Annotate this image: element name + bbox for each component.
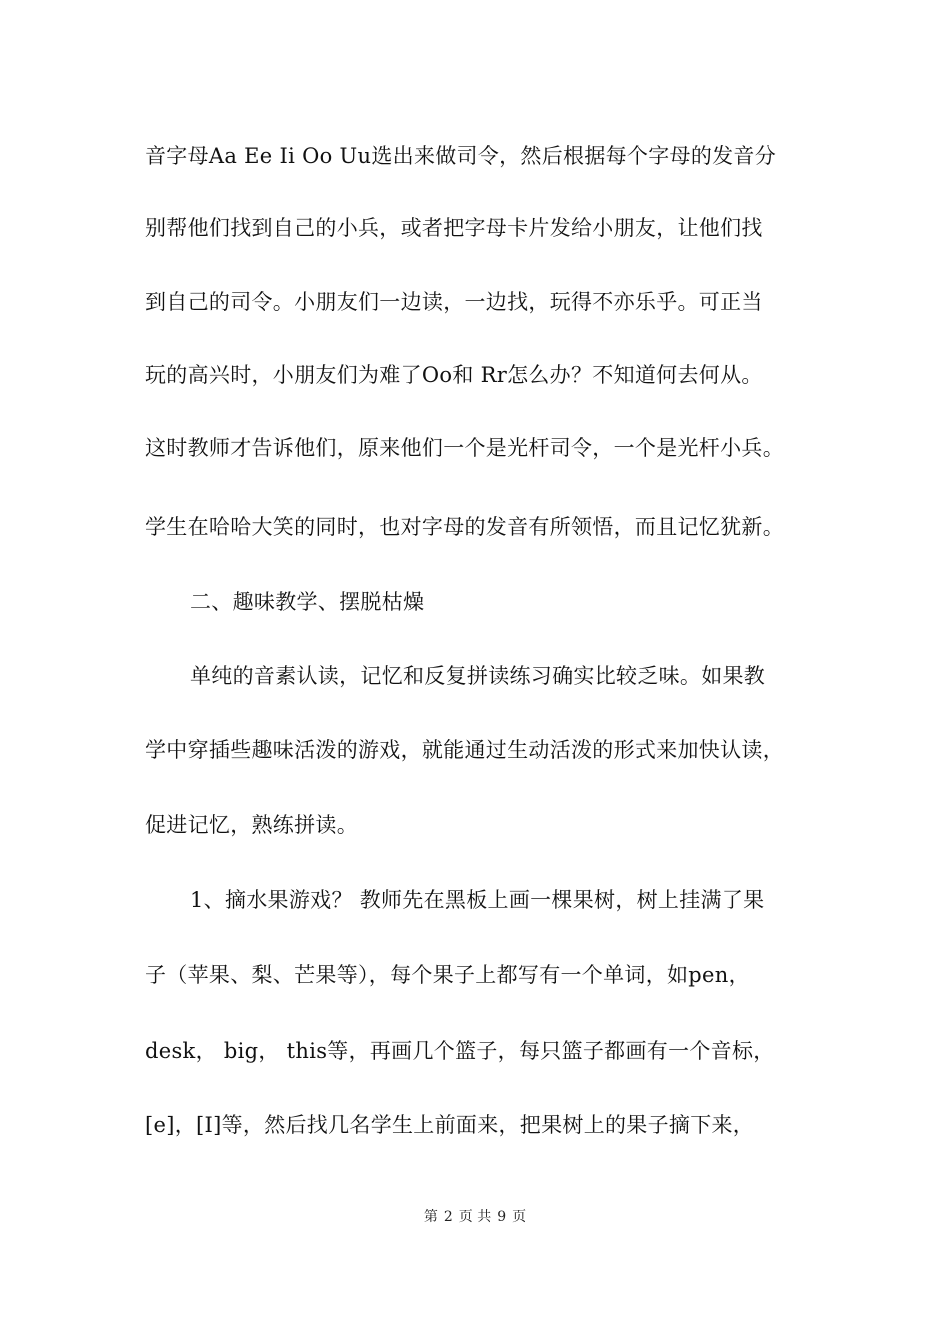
text-line-3: 到自己的司令。小朋友们一边读，一边找，玩得不亦乐乎。可正当 bbox=[145, 290, 763, 314]
text-line-6: 学生在哈哈大笑的同时，也对字母的发音有所领悟，而且记忆犹新。 bbox=[145, 515, 784, 539]
footer-middle: 页 共 bbox=[458, 1209, 492, 1225]
text-line-2: 别帮他们找到自己的小兵，或者把字母卡片发给小朋友，让他们找 bbox=[145, 216, 763, 240]
text-line-9: 学中穿插些趣味活泼的游戏，就能通过生动活泼的形式来加快认读， bbox=[145, 738, 784, 762]
text-line-10: 促进记忆，熟练拼读。 bbox=[145, 813, 358, 837]
footer-total-pages: 9 bbox=[497, 1209, 507, 1225]
footer-prefix: 第 bbox=[423, 1209, 438, 1225]
text-line-1: 音字母Aa Ee Ii Oo Uu选出来做司令，然后根据每个字母的发音分 bbox=[145, 144, 777, 168]
footer-suffix: 页 bbox=[512, 1209, 527, 1225]
text-line-12: 子（苹果、梨、芒果等），每个果子上都写有一个单词，如pen， bbox=[145, 963, 750, 987]
page-footer bbox=[0, 1207, 950, 1227]
text-line-4: 玩的高兴时，小朋友们为难了Oo和 Rr怎么办？不知道何去何从。 bbox=[145, 363, 763, 387]
text-line-13: desk， big， this等，再画几个篮子，每只篮子都画有一个音标， bbox=[145, 1039, 775, 1063]
section-heading: 二、趣味教学、摆脱枯燥 bbox=[190, 590, 425, 614]
text-line-14: [e]，[I]等，然后找几名学生上前面来，把果树上的果子摘下来， bbox=[145, 1113, 755, 1137]
text-line-11: 1、摘水果游戏？ 教师先在黑板上画一棵果树，树上挂满了果 bbox=[190, 888, 765, 912]
text-line-5: 这时教师才告诉他们，原来他们一个是光杆司令，一个是光杆小兵。 bbox=[145, 436, 784, 460]
footer-page-number: 2 bbox=[443, 1209, 453, 1225]
text-line-8: 单纯的音素认读，记忆和反复拼读练习确实比较乏味。如果教 bbox=[190, 664, 766, 688]
